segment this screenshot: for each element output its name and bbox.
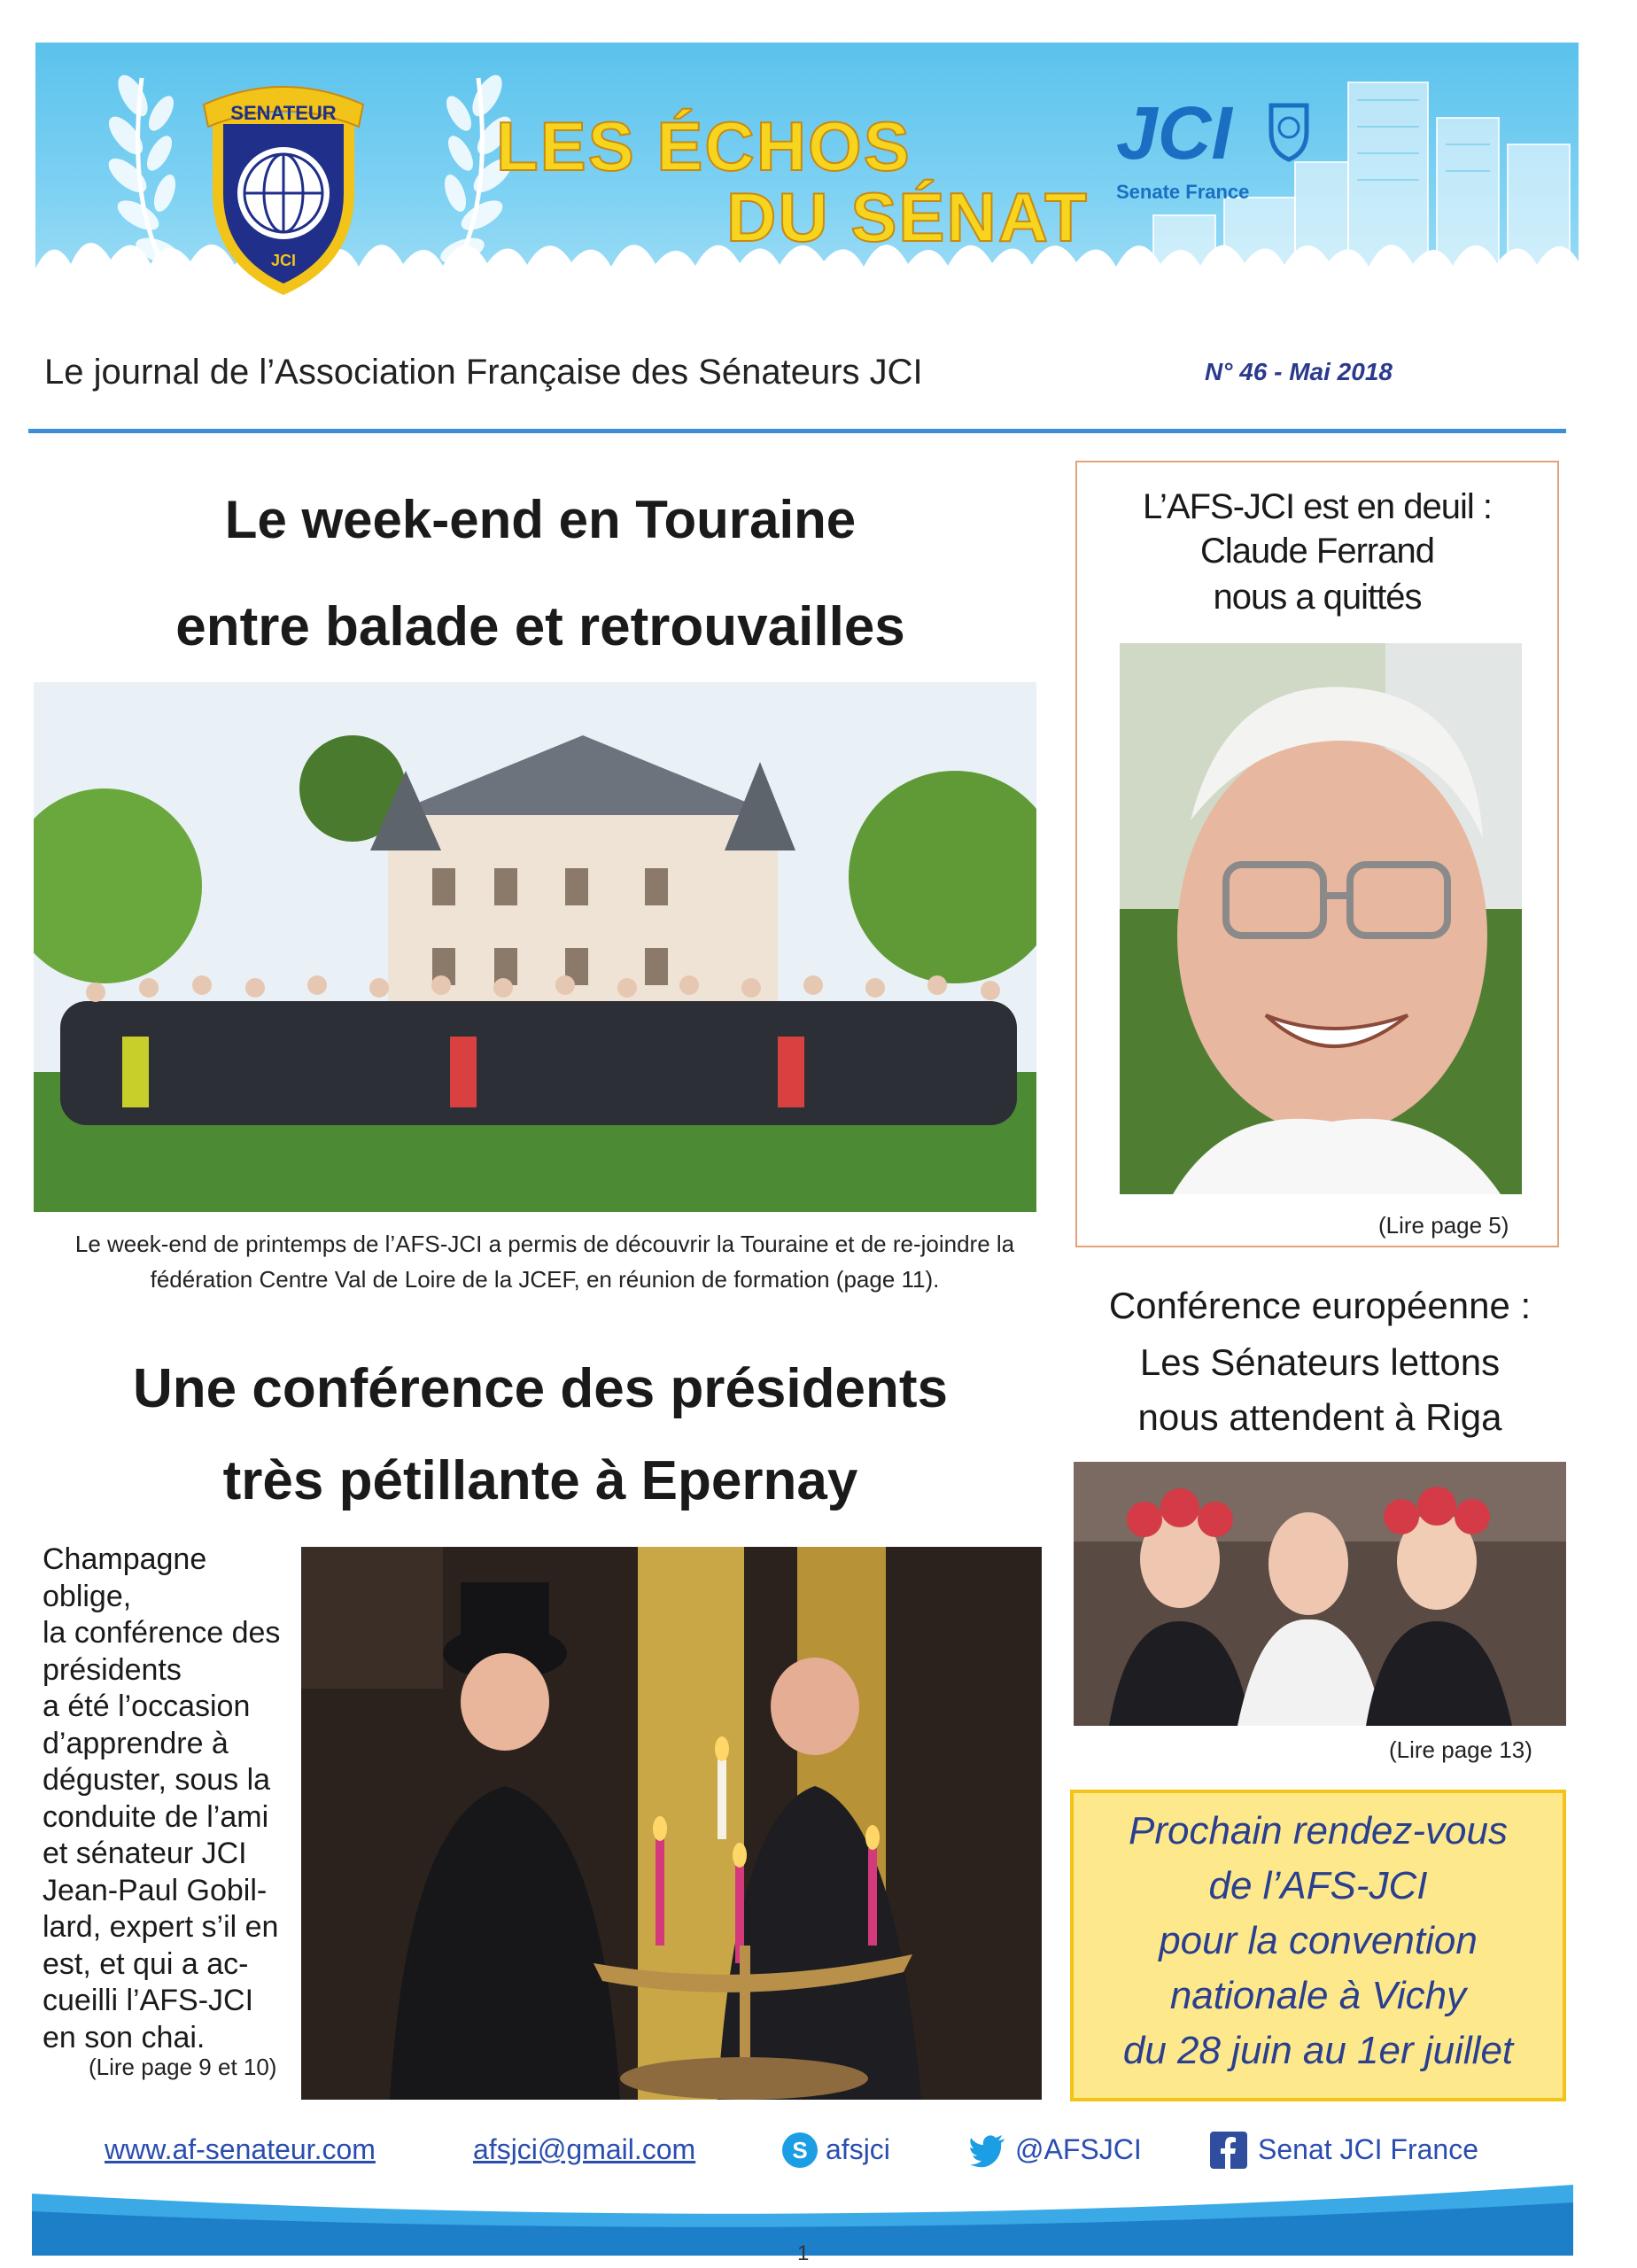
article-line: Champagne bbox=[43, 1542, 207, 1576]
article-line: et sénateur JCI bbox=[43, 1837, 247, 1870]
article-line: lard, expert s’il en bbox=[43, 1910, 279, 1944]
jci-senate-logo bbox=[1081, 91, 1320, 203]
euro-conference-title-line1: Conférence européenne : bbox=[1108, 1285, 1532, 1326]
next-event-line4: nationale à Vichy bbox=[1169, 1974, 1467, 2017]
presidents-article-body bbox=[43, 1542, 299, 2056]
claude-ferrand-portrait bbox=[1120, 643, 1522, 1194]
article-line: en son chai. bbox=[43, 2020, 206, 2054]
badge-bottom-text: JCI bbox=[270, 252, 297, 269]
article-line: oblige, bbox=[43, 1579, 132, 1613]
masthead-divider bbox=[28, 429, 1566, 433]
chateau-group-photo bbox=[34, 682, 1036, 1212]
euro-conference-title-line3: nous attendent à Riga bbox=[1137, 1396, 1502, 1438]
issue-number: N° 46 - Mai 2018 bbox=[1205, 358, 1393, 385]
skype-icon bbox=[781, 2132, 818, 2169]
badge-top-text: SENATEUR bbox=[230, 102, 337, 124]
next-event-line2: de l’AFS-JCI bbox=[1208, 1864, 1428, 1907]
obituary-title-line3: nous a quittés bbox=[1213, 578, 1422, 617]
riga-senators-photo bbox=[1074, 1462, 1566, 1726]
article-line: a été l’occasion bbox=[43, 1689, 251, 1723]
lead-photo-caption: Le week-end de printemps de l’AFS-JCI a permis de découvrir la Touraine et de re-joindre la fédération Centre Val de Loire de la JCEF, en réunion de formation (page 11). bbox=[74, 1231, 1015, 1293]
masthead-banner bbox=[35, 43, 1579, 322]
page-number: 1 bbox=[797, 2241, 810, 2265]
lead-headline-line2: entre balade et retrouvailles bbox=[175, 596, 905, 657]
lead-headline-line1: Le week-end en Touraine bbox=[224, 490, 857, 549]
presidents-headline-line1: Une conférence des présidents bbox=[133, 1358, 948, 1419]
skype-handle[interactable]: afsjci bbox=[826, 2133, 890, 2165]
email-link[interactable]: afsjci@gmail.com bbox=[473, 2133, 696, 2165]
newsletter-title bbox=[461, 106, 1098, 266]
jci-shield-icon bbox=[1267, 101, 1311, 163]
article-line: la conférence des bbox=[43, 1616, 281, 1650]
obituary-page-ref: (Lire page 5) bbox=[1378, 1212, 1509, 1239]
journal-subtitle: Le journal de l’Association Française des Sénateurs JCI bbox=[44, 353, 923, 392]
facebook-icon bbox=[1210, 2132, 1247, 2169]
senateur-shield-logo bbox=[195, 78, 372, 299]
champagne-tasting-photo bbox=[301, 1547, 1042, 2100]
svg-text:S: S bbox=[792, 2137, 808, 2163]
next-event-line5: du 28 juin au 1er juillet bbox=[1122, 2029, 1514, 2072]
euro-conference-page-ref: (Lire page 13) bbox=[1389, 1736, 1532, 1763]
article-line: cueilli l’AFS-JCI bbox=[43, 1984, 254, 2017]
presidents-headline-line2: très pétillante à Epernay bbox=[222, 1450, 858, 1511]
website-link[interactable]: www.af-senateur.com bbox=[105, 2133, 376, 2165]
next-event-line3: pour la convention bbox=[1159, 1919, 1478, 1962]
article-line: présidents bbox=[43, 1652, 182, 1687]
newsletter-title-line1: LES ÉCHOS bbox=[496, 107, 912, 185]
next-event-line1: Prochain rendez-vous bbox=[1128, 1809, 1508, 1852]
jci-logo-text: JCI bbox=[1116, 91, 1232, 175]
article-line: Jean-Paul Gobil- bbox=[43, 1873, 268, 1907]
newsletter-title-line2: DU SÉNAT bbox=[726, 178, 1089, 256]
article-line: déguster, sous la bbox=[43, 1763, 271, 1797]
twitter-handle[interactable]: @AFSJCI bbox=[1015, 2133, 1142, 2165]
facebook-page-name[interactable]: Senat JCI France bbox=[1258, 2133, 1478, 2165]
obituary-title-line2: Claude Ferrand bbox=[1200, 532, 1434, 571]
presidents-page-ref: (Lire page 9 et 10) bbox=[89, 2054, 277, 2080]
article-line: est, et qui a ac- bbox=[43, 1946, 249, 1981]
twitter-icon bbox=[969, 2132, 1006, 2169]
euro-conference-title-line2: Les Sénateurs lettons bbox=[1139, 1341, 1501, 1383]
obituary-title-line1: L’AFS-JCI est en deuil : bbox=[1143, 487, 1492, 526]
article-line: conduite de l’ami bbox=[43, 1799, 269, 1834]
jci-logo-subtitle: Senate France bbox=[1116, 181, 1250, 203]
article-line: d’apprendre à bbox=[43, 1726, 229, 1760]
